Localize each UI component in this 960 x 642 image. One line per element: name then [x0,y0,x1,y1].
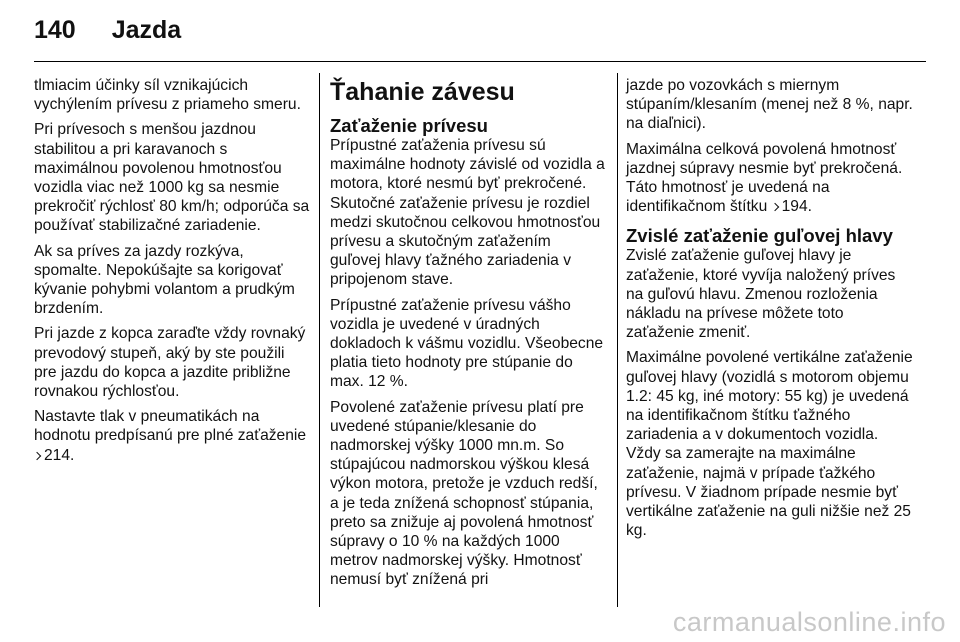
page-reference-link[interactable]: 194. [781,198,812,216]
paragraph-text: Maximálna celková povolená hmotnosť jazdnej súpravy nesmie byť prekročená. Táto hmotnosť je uvedená na identifikačnom štítku [626,140,903,216]
column-1 [34,76,310,471]
paragraph: Zvislé zaťaženie guľovej hlavy je zaťaženie, ktoré vyvíja naložený príves na guľovú hlavu. Zmenou rozloženia nákladu na prívese môžete toto zaťaženie zmeniť. [626,247,896,342]
paragraph [626,140,916,217]
column-divider-1 [319,73,320,607]
paragraph: Prípustné zaťaženia prívesu sú maximálne hodnoty závislé od vozidla a motora, ktoré nesmú byť prekročené. Skutočné zaťaženie prívesu je rozdiel medzi skutočnou celkovou hmotnosťou prívesu a skutočným zaťažením guľovej hlavy ťažného zariadenia v pripojenom stave. [330,137,605,289]
page-reference-arrow-icon [34,446,44,465]
paragraph: tlmiacim účinky síl vznikajúcich vychýlením prívesu z priameho smeru. [34,77,301,114]
paragraph: jazde po vozovkách s miernym stúpaním/klesaním (menej než 8 %, napr. na diaľnici). [626,77,913,133]
page-header [34,14,181,46]
column-2 [330,76,605,596]
watermark: carmanualsonline.info [672,607,946,637]
section-heading: Zaťaženie prívesu [330,115,488,136]
column-divider-2 [617,73,618,607]
column-3 [626,76,916,546]
header-rule [34,61,926,62]
chapter-heading: Ťahanie závesu [330,78,515,106]
paragraph [34,407,310,465]
page-reference-link[interactable]: 214. [44,446,75,464]
paragraph: Pri prívesoch s menšou jazdnou stabilitou a pri karavanoch s maximálnou povolenou hmotnosťou vozidla viac než 1000 kg sa nesmie prekročiť rýchlosť 80 km/h; odporúča sa používať stabilizačné zariadenie. [34,121,310,235]
paragraph: Maximálne povolené vertikálne zaťaženie guľovej hlavy (vozidlá s motorom objemu 1.2: 45 kg, iné motory: 55 kg) je uvedená na identifikačnom štítku ťažného zariadenia a v dokumentoch vozidla. Vždy sa zamerajte na maximálne zaťaženie, najmä v prípade ťažkého prívesu. V žiadnom prípade nesmie byť vertikálne zaťaženie na guli nižšie než 25 kg. [626,349,913,540]
paragraph: Povolené zaťaženie prívesu platí pre uvedené stúpanie/klesanie do nadmorskej výšky 1000 mn.m. So stúpajúcou nadmorskou výškou klesá výkon motora, pretože je vzduch redší, a je teda znížená schopnosť stúpania, preto sa znižuje aj povolená hmotnosť súpravy o 10 % na každých 1000 metrov nadmorskej výšky. Hmotnosť nemusí byť znížená pri [330,398,598,589]
paragraph: Prípustné zaťaženie prívesu vášho vozidla je uvedené v úradných dokladoch k vášmu vozidlu. Všeobecne platia tieto hodnoty pre stúpanie do max. 12 %. [330,296,604,391]
paragraph: Ak sa príves za jazdy rozkýva, spomalte. Nepokúšajte sa korigovať kývanie pohybmi volantom a prudkým brzdením. [34,242,295,318]
page-number: 140 [34,15,76,44]
paragraph: Pri jazde z kopca zaraďte vždy rovnaký prevodový stupeň, aký by ste použili pre jazdu do kopca a jazdite približne rovnakou rýchlosťou. [34,325,306,401]
section-title: Jazda [111,15,182,44]
paragraph-text: Nastavte tlak v pneumatikách na hodnotu predpísanú pre plné zaťaženie [34,408,307,445]
page-reference-arrow-icon [772,197,782,216]
section-heading: Zvislé zaťaženie guľovej hlavy [626,225,893,247]
